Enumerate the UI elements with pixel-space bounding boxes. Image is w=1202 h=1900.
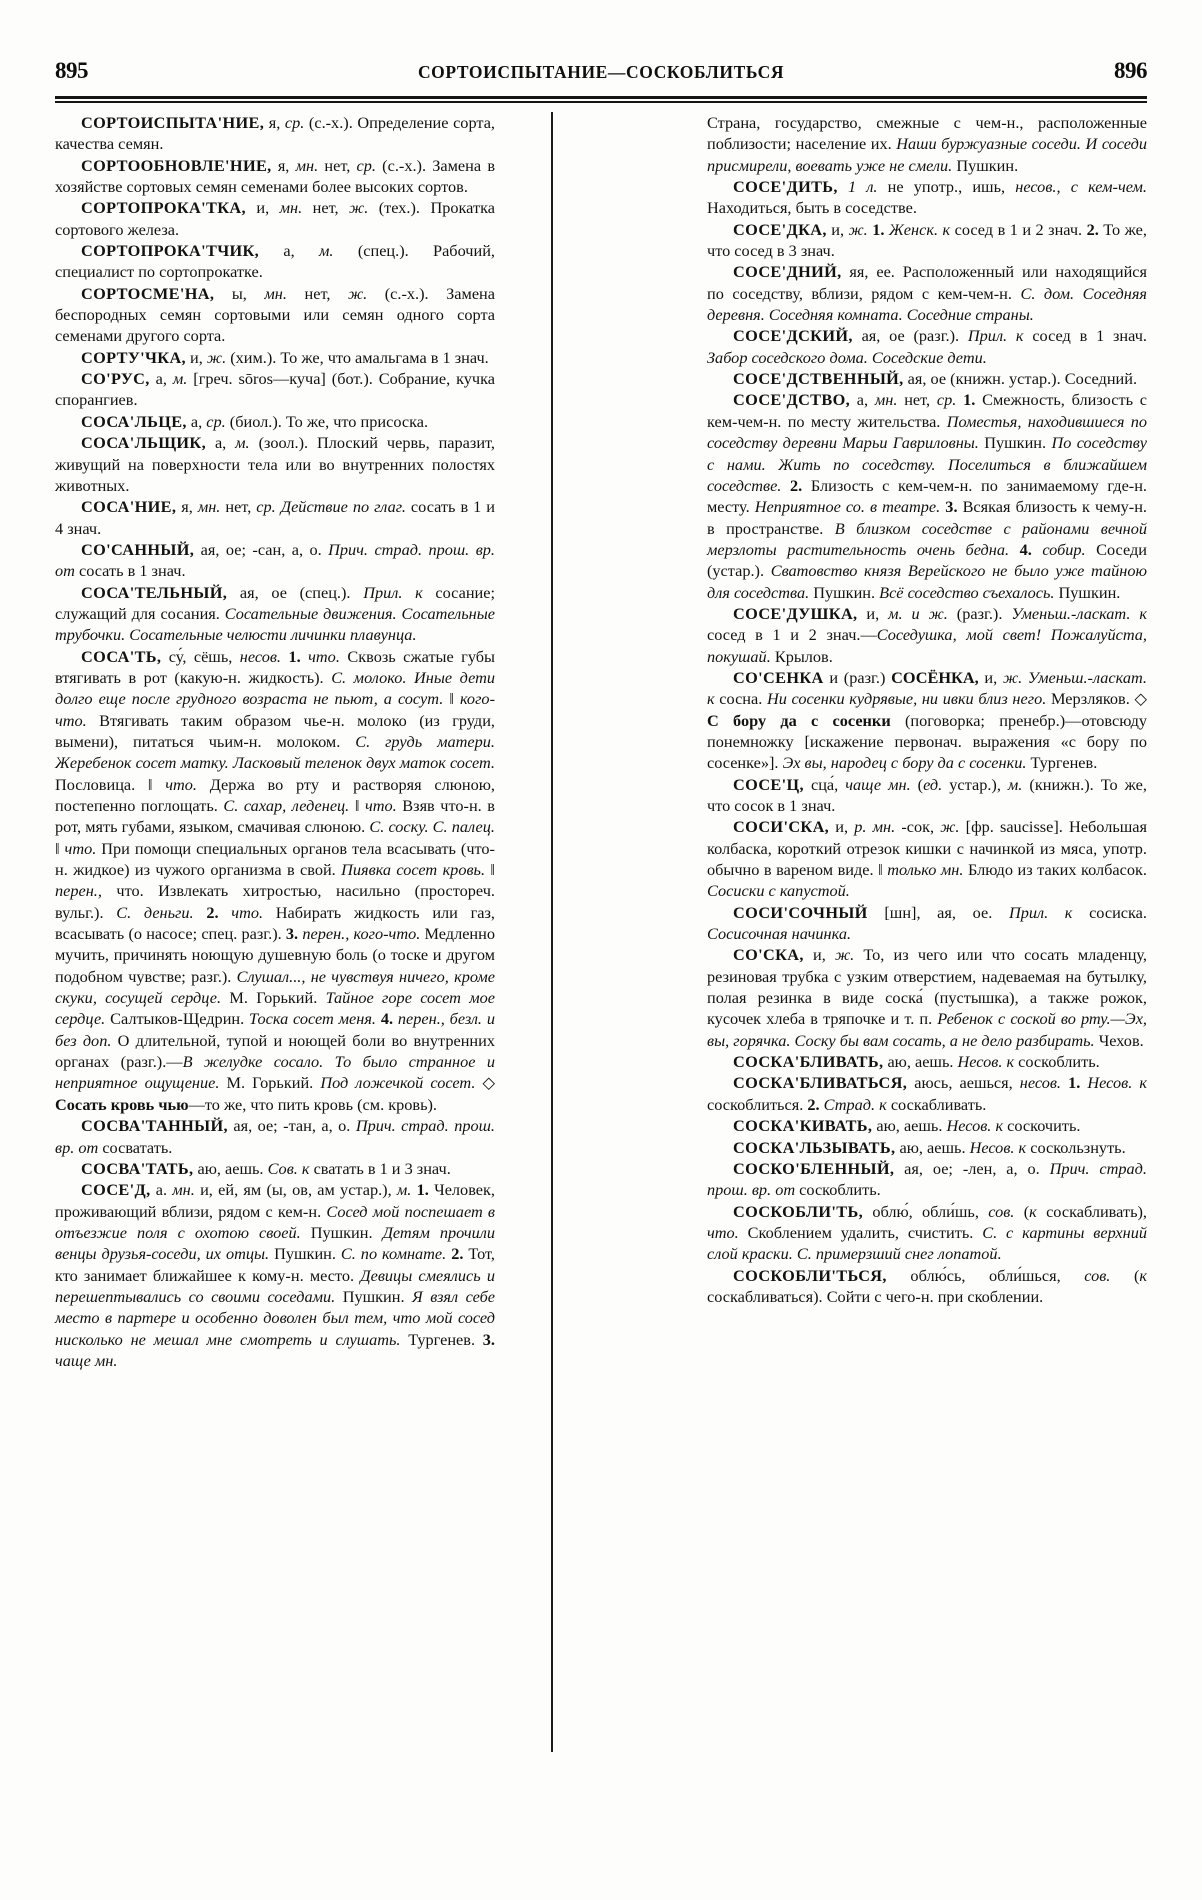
entry-body: ы, мн. нет, ж. (с.-х.). Замена беспородных семян сортовыми или семян одного сорта семенами другого сорта. xyxy=(55,283,495,346)
entry-body: яя, ее. Расположенный или находящийся по соседству, вблизи, рядом с кем-чем-н. С. дом. Соседняя деревня. Соседняя комната. Соседние страны. xyxy=(707,262,1147,325)
entry-headword: СОСКО'БЛЕННЫЙ, xyxy=(733,1158,895,1178)
entry-body: и (разг.) СОСЁНКА, и, ж. Уменьш.-ласкат. к сосна. Ни сосенки кудрявые, ни ивки близ него. Мерзляков. ◇ С бору да с сосенки (поговорка; пренебр.)—отовсюду понемножку [искажение первонач. выражения «с бору по сосенке»]. Эх вы, народец с бору да с сосенки. Тургенев. xyxy=(707,667,1148,773)
dictionary-entry xyxy=(55,283,495,347)
dictionary-entry xyxy=(55,432,495,496)
entry-body: и, ж. То, из чего или что сосать младенцу, резиновая трубка с узким отверстием, надеваемая на бутылку, полая резинка в виде соска́ (пустышка), а также рожок, кусочек хлеба в тряпочке и т. п. Ребенок с соской во рту.—Эх, вы, горячка. Соску бы вам сосать, а не дело разбирать. Чехов. xyxy=(707,945,1147,1050)
dictionary-entry xyxy=(707,667,1147,774)
entry-body: ая, ое (спец.). Прил. к сосание; служащий для сосания. Сосательные движения. Сосательные трубочки. Сосательные челюсти личинки плавунца. xyxy=(55,582,496,645)
entry-headword: СОСЕ'ДУШКА, xyxy=(733,603,858,623)
dictionary-entry xyxy=(707,944,1147,1051)
entry-headword: СОСВА'ТАННЫЙ, xyxy=(81,1116,228,1136)
dictionary-entry xyxy=(55,155,495,198)
entry-body: и, мн. нет, ж. (тех.). Прокатка сортового железа. xyxy=(55,198,495,239)
entry-body: аю, аешь. Сов. к сватать в 1 и 3 знач. xyxy=(193,1158,451,1178)
entry-body: а, м. (спец.). Рабочий, специалист по сортопрокатке. xyxy=(55,241,495,282)
dictionary-entry xyxy=(707,774,1147,817)
entry-headword: СОРТОПРОКА'ТКА, xyxy=(81,198,246,218)
entry-headword: СО'РУС, xyxy=(81,369,150,389)
entry-headword: СОСИ'СКА, xyxy=(733,817,830,837)
dictionary-entry xyxy=(55,197,495,240)
entry-body: аю, аешь. Несов. к соскоблить. xyxy=(883,1052,1100,1072)
entry-headword: СОСА'ТЬ, xyxy=(81,646,162,666)
entry-body: а, м. [греч. sōros—куча] (бот.). Собрание, кучка спорангиев. xyxy=(55,369,496,410)
dictionary-entry xyxy=(707,1201,1147,1265)
entry-headword: СОСЕ'ДСТВО, xyxy=(733,390,851,410)
entry-headword: СОСЕ'ДКА, xyxy=(733,219,827,239)
entry-headword: СОСКА'ЛЬЗЫВАТЬ, xyxy=(733,1137,896,1157)
column-divider xyxy=(551,112,553,1752)
entry-headword: СОСКА'БЛИВАТЬСЯ, xyxy=(733,1073,908,1093)
entry-headword: СОСИ'СОЧНЫЙ xyxy=(733,902,868,922)
entry-body: я, мн. нет, ср. (с.-х.). Замена в хозяйстве сортовых семян семенами более высоких сортов. xyxy=(55,155,496,197)
dictionary-entry xyxy=(55,411,495,432)
entry-body: облю́, обли́шь, сов. (к соскабливать), что. Скоблением удалить, счистить. С. с картины верхний слой краски. С. примерзший снег лопатой. xyxy=(707,1201,1148,1264)
text-columns xyxy=(55,112,1147,1802)
dictionary-entry xyxy=(707,816,1147,901)
dictionary-entry xyxy=(55,368,495,411)
entry-body: а, ср. (биол.). То же, что присоска. xyxy=(186,411,429,431)
dictionary-entry xyxy=(707,1137,1147,1158)
column-right xyxy=(707,112,1147,1802)
entry-body: 1 л. не употр., ишь, несов., с кем-чем. Находиться, быть в соседстве. xyxy=(707,177,1147,218)
dictionary-entry xyxy=(55,1115,495,1158)
entry-body: ая, ое; -сан, а, о. Прич. страд. прош. вр. от сосать в 1 знач. xyxy=(55,539,495,581)
entry-body: ая, ое (разг.). Прил. к сосед в 1 знач. Забор соседского дома. Соседские дети. xyxy=(707,326,1147,367)
entry-body: я, мн. нет, ср. Действие по глаг. сосать в 1 и 4 знач. xyxy=(55,497,495,538)
dictionary-entry xyxy=(55,496,495,539)
entry-body: аюсь, аешься, несов. 1. Несов. к соскоблиться. 2. Страд. к соскабливать. xyxy=(707,1073,1147,1114)
dictionary-entry xyxy=(707,1158,1147,1201)
entry-body: су́, сёшь, несов. 1. что. Сквозь сжатые губы втягивать в рот (какую-н. жидкость). С. молоко. Иные дети долго еще после грудного возраста не пьют, а сосут. ‖ кого-что. Втягивать таким образом чье-н. молоко (из груди, вымени), питаться чьим-н. молоком. С. грудь матери. Жеребенок сосет матку. Ласковый теленок двух маток сосет. Пословица. ‖ что. Держа во рту и растворяя слюною, постепенно поглощать. С. сахар, леденец. ‖ что. Взяв что-н. в рот, мять губами, языком, смачивая слюною. С. соску. С. палец. ‖ что. При помощи специальных органов тела всасывать (что-н. жидкое) из чужого организма в свой. Пиявка сосет кровь. ‖ перен., что. Извлекать хитростью, насильно (простореч. вульг.). С. деньги. 2. что. Набирать жидкость или газ, всасывать (о насосе; спец. разг.). 3. перен., кого-что. Медленно мучить, причинять ноющую душевную боль (о тоске и другом подобном чувстве; разг.). Слушал..., не чувствуя ничего, кроме скуки, сосущей сердце. М. Горький. Тайное горе сосет мое сердце. Салтыков-Щедрин. Тоска сосет меня. 4. перен., безл. и без доп. О длительной, тупой и ноющей боли во внутренних органах (разг.).—В желудке сосало. То было странное и неприятное ощущение. М. Горький. Под ложечкой сосет. ◇ Сосать кровь чью—то же, что пить кровь (см. кровь). xyxy=(55,646,496,1114)
entry-body: сца́, чаще мн. (ед. устар.), м. (книжн.). То же, что сосок в 1 знач. xyxy=(707,774,1147,815)
entry-headword: СО'СЕНКА xyxy=(733,667,824,687)
folio-right: 896 xyxy=(1114,58,1147,83)
entry-body: Страна, государство, смежные с чем-н., расположенные поблизости; население их. Наши буржуазные соседи. И соседи присмирели, воевать уже не смели. Пушкин. xyxy=(707,113,1147,175)
entry-body: а, м. (зоол.). Плоский червь, паразит, живущий на поверхности тела или во внутренних полостях животных. xyxy=(55,433,496,495)
entry-body: и, ж. 1. Женск. к сосед в 1 и 2 знач. 2. То же, что сосед в 3 знач. xyxy=(707,219,1147,261)
entry-headword: СОСЕ'ДНИЙ, xyxy=(733,262,842,282)
dictionary-entry xyxy=(707,261,1147,325)
entry-body: ая, ое; -тан, а, о. Прич. страд. прош. вр. от сосватать. xyxy=(55,1116,495,1157)
entry-body: а, мн. нет, ср. 1. Смежность, близость с кем-чем-н. по месту жительства. Поместья, находившиеся по соседству деревни Марьи Гавриловны. Пушкин. По соседству с нами. Жить по соседству. Поселиться в ближайшем соседстве. 2. Близость с кем-чем-н. по занимаемому где-н. месту. Неприятное со. в театре. 3. Всякая близость к чему-н. в пространстве. В близком соседстве с районами вечной мерзлоты растительность очень бедна. 4. собир. Соседи (устар.). Сватовство князя Верейского не было уже тайною для соседства. Пушкин. Всё соседство съехалось. Пушкин. xyxy=(707,390,1148,602)
dictionary-entry xyxy=(55,240,495,283)
entry-headword: СОРТУ'ЧКА, xyxy=(81,347,186,367)
header-rule-thick xyxy=(55,96,1147,99)
entry-headword: СОСКА'КИВАТЬ, xyxy=(733,1116,873,1136)
entry-headword: СОРТОПРОКА'ТЧИК, xyxy=(81,241,260,261)
entry-headword: СО'САННЫЙ, xyxy=(81,539,195,559)
entry-headword: СОСЕ'ДСКИЙ, xyxy=(733,326,853,346)
dictionary-entry xyxy=(707,325,1147,368)
dictionary-entry xyxy=(707,112,1147,176)
dictionary-entry xyxy=(707,1265,1147,1308)
entry-headword: СОСЕ'ДИТЬ, xyxy=(733,177,838,197)
dictionary-entry xyxy=(55,112,495,155)
dictionary-entry xyxy=(707,603,1147,667)
dictionary-entry xyxy=(707,1072,1147,1115)
entry-headword: СО'СКА, xyxy=(733,945,804,965)
entry-body: ая, ое (книжн. устар.). Соседний. xyxy=(903,369,1138,389)
entry-body: ая, ое; -лен, а, о. Прич. страд. прош. вр. от соскоблить. xyxy=(707,1158,1147,1200)
dictionary-entry xyxy=(707,902,1147,945)
entry-headword: СОСЕ'Д, xyxy=(81,1180,151,1200)
entry-body: и, р. мн. -сок, ж. [фр. saucisse]. Небольшая колбаска, короткий отрезок кишки с начинкой из мяса, употр. обычно в вареном виде. ‖ только мн. Блюдо из таких колбасок. Сосиски с капустой. xyxy=(707,817,1147,901)
entry-headword: СОРТОСМЕ'НА, xyxy=(81,283,215,303)
entry-body: аю, аешь. Несов. к соскочить. xyxy=(872,1116,1081,1136)
column-left xyxy=(55,112,495,1802)
entry-headword: СОРТООБНОВЛЕ'НИЕ, xyxy=(81,155,272,175)
running-head xyxy=(55,58,1147,92)
header-rule-thin xyxy=(55,101,1147,103)
dictionary-entry xyxy=(55,646,495,1116)
running-head-title: СОРТОИСПЫТАНИЕ—СОСКОБЛИТЬСЯ xyxy=(417,62,785,82)
entry-headword: СОСКА'БЛИВАТЬ, xyxy=(733,1052,884,1072)
entry-body: облю́сь, обли́шься, сов. (к соскабливаться). Сойти с чего-н. при скоблении. xyxy=(707,1265,1147,1306)
entry-body: и, м. и ж. (разг.). Уменьш.-ласкат. к сосед в 1 и 2 знач.—Соседушка, мой свет! Пожалуйста, покушай. Крылов. xyxy=(707,603,1148,666)
entry-headword: СОСКОБЛИ'ТЬ, xyxy=(733,1201,864,1221)
entry-headword: СОСЕ'ДСТВЕННЫЙ, xyxy=(733,369,904,389)
entry-body: а. мн. и, ей, ям (ы, ов, ам устар.), м. 1. Человек, проживающий вблизи, рядом с кем-н. Сосед мой поспешает в отъезжие поля с охотою своей. Пушкин. Детям прочили венцы друзья-соседи, их отцы. Пушкин. С. по комнате. 2. Тот, кто занимает ближайшее к кому-н. место. Девицы смеялись и перешептывались со своими соседами. Пушкин. Я взял себе место в партере и особенно доволен был тем, что мой сосед нисколько не мешал мне смотреть и слушать. Тургенев. 3. чаще мн. xyxy=(55,1180,496,1370)
dictionary-entry xyxy=(55,1158,495,1179)
entry-body: я, ср. (с.-х.). Определение сорта, качества семян. xyxy=(55,113,495,154)
entry-headword: СОСЕ'Ц, xyxy=(733,774,804,794)
entry-body: [шн], ая, ое. Прил. к сосиска. Сосисочная начинка. xyxy=(707,902,1147,944)
entry-headword: СОСА'ТЕЛЬНЫЙ, xyxy=(81,582,228,602)
dictionary-entry xyxy=(707,176,1147,219)
dictionary-entry xyxy=(707,389,1147,602)
folio-left: 895 xyxy=(55,58,88,83)
dictionary-entry xyxy=(55,1179,495,1371)
dictionary-entry xyxy=(55,347,495,368)
entry-headword: СОСА'ЛЬЦЕ, xyxy=(81,411,187,431)
entry-body: аю, аешь. Несов. к соскользнуть. xyxy=(895,1137,1126,1157)
dictionary-entry xyxy=(55,539,495,582)
dictionary-entry xyxy=(55,582,495,646)
entry-headword: СОСА'НИЕ, xyxy=(81,497,177,517)
entry-headword: СОРТОИСПЫТА'НИЕ, xyxy=(81,113,265,132)
entry-headword: СОСА'ЛЬЩИК, xyxy=(81,433,207,453)
dictionary-entry xyxy=(707,219,1147,262)
dictionary-entry xyxy=(707,1115,1147,1136)
dictionary-entry xyxy=(707,1051,1147,1072)
entry-headword: СОСВА'ТАТЬ, xyxy=(81,1158,194,1178)
entry-headword: СОСКОБЛИ'ТЬСЯ, xyxy=(733,1265,887,1285)
entry-body: и, ж. (хим.). То же, что амальгама в 1 знач. xyxy=(185,347,489,367)
dictionary-entry xyxy=(707,368,1147,389)
